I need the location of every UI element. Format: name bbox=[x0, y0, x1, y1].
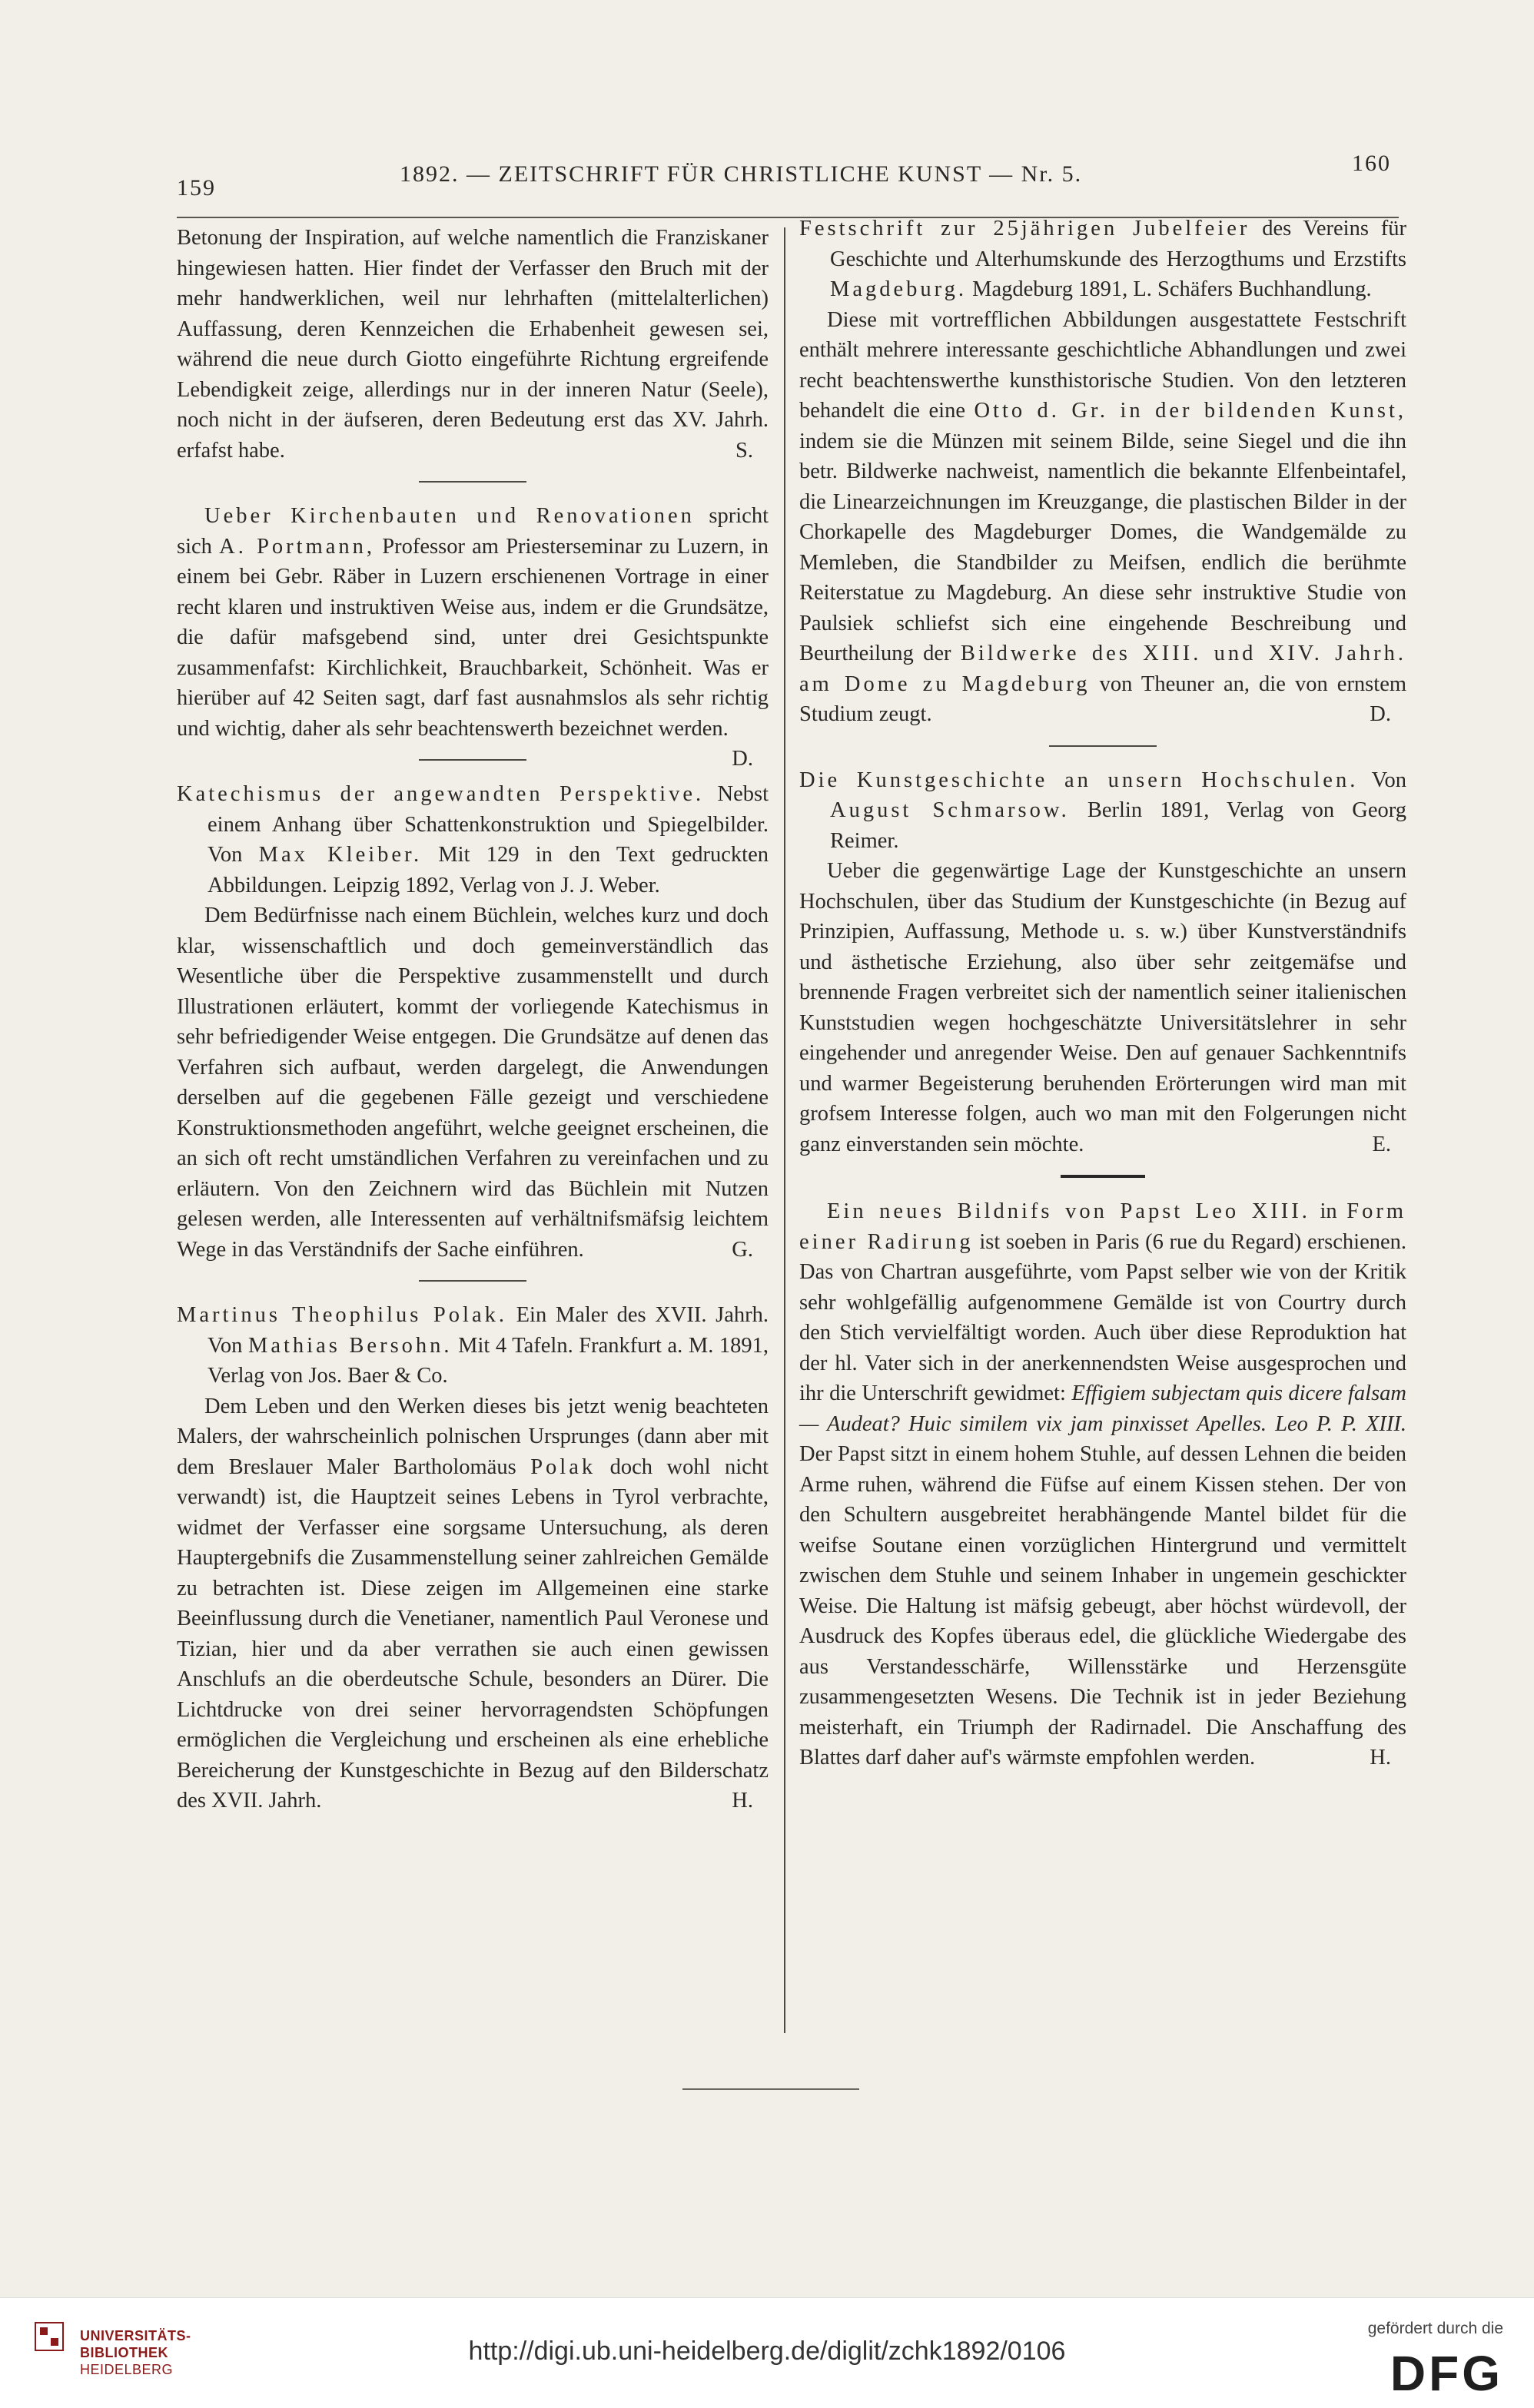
reviewer-initial: G. bbox=[732, 1237, 753, 1262]
latin-inscription: Effigiem subjectam quis dicere falsam — Audeat? Huic similem vix jam pinxisset Apelles. Leo P. P. XIII. bbox=[799, 1381, 1406, 1436]
permalink[interactable]: http://digi.ub.uni-heidelberg.de/diglit/zchk1892/0106 bbox=[468, 2337, 1066, 2366]
review-text: Diese mit vortrefflichen Abbildungen ausgestattete Festschrift enthält mehrere interessante geschichtliche Abhandlungen und zwei recht beachtenswerthe kunsthistorische Studien. Von den letzteren behandelt die eine Otto d. Gr. in der bildenden Kunst, indem sie die Münzen mit seinem Bilde, seine Siegel und die ihn betr. Bildwerke nachweist, namentlich die bekannte Elfenbeintafel, die Linearzeichnungen im Kreuzgange, die plastischen Bilder in der Chorkapelle des Magdeburger Domes, die Wandgemälde zu Memleben, die Standbilder zu Meifsen, endlich die berühmte Reiterstatue zu Magdeburg. An diese sehr instruktive Studie von Paulsiek schliefst sich eine eingehende Beschreibung und Beurtheilung der Bildwerke des XIII. und XIV. Jahrh. am Dome zu Magdeburg von Theuner an, die von ernstem Studium zeugt. D. bbox=[799, 305, 1406, 730]
bibliographic-heading: Festschrift zur 25jährigen Jubelfeier des Vereins für Geschichte und Alterhumskunde des Herzogthums und Erzstifts Magdeburg. Magdeburg 1891, L. Schäfers Buchhandlung. bbox=[799, 217, 1406, 301]
page-number-left: 159 bbox=[177, 175, 216, 201]
entry-title: Festschrift zur 25jährigen Jubelfeier bbox=[799, 217, 1250, 240]
reviewer-initial: H. bbox=[1370, 1746, 1391, 1770]
review-entry bbox=[177, 1300, 769, 1816]
running-header bbox=[177, 138, 1391, 201]
bibliographic-heading: Die Kunstgeschichte an unsern Hochschulen. Von August Schmarsow. Berlin 1891, Verlag von Georg Reimer. bbox=[799, 768, 1406, 853]
bibliographic-heading: Katechismus der angewandten Perspektive. Nebst einem Anhang über Schattenkonstruktion und Spiegelbilder. Von Max Kleiber. Mit 129 in den Text gedruckten Abbildungen. Leipzig 1892, Verlag von J. J. Weber. bbox=[177, 782, 769, 897]
review-text: Ueber die gegenwärtige Lage der Kunstgeschichte an unsern Hochschulen, über das Studium der Kunstgeschichte (in Bezug auf Prinzipien, Auffassung, Methode u. s. w.) über Kunstverständnifs und ästhetische Erziehung, also über sehr zeitgemäfse und brennende Fragen verbreitet sich der namentlich seiner italienischen Kunststudien wegen hochgeschätzte Universitätslehrer in sehr eingehender und anregender Weise. Den auf genauer Sachkenntnifs und warmer Begeisterung beruhenden Erörterungen wird man mit grofsem Interesse folgen, auch wo man mit den Folgerungen nicht ganz einverstanden sein möchte. E. bbox=[799, 856, 1406, 1159]
artist-name: Polak bbox=[530, 1454, 596, 1479]
dfg-logo[interactable]: DFG bbox=[1390, 2346, 1503, 2401]
review-entry bbox=[177, 501, 769, 771]
review-text: Ein neues Bildnifs von Papst Leo XIII. in Form einer Radirung ist soeben in Paris (6 rue du Regard) erschienen. Das von Chartran ausgeführte, vom Papst selber wie von der Kritik sehr wohlgefällig aufgenommene Gemälde ist von Courtry durch den Stich vervielfältigt worden. Auch über diese Reproduktion hat der hl. Vater sich in der anerkennendsten Weise ausgesprochen und ihr die Unterschrift gewidmet: Effigiem subjectam quis dicere falsam — Audeat? Huic similem vix jam pinxisset Apelles. Leo P. P. XIII. Der Papst sitzt in einem hohem Stuhle, auf dessen Lehnen die beiden Arme ruhen, während die Füfse auf einem Kissen stehen. Der von den Schultern ausgebreitet herabhängende Mantel bildet für die weifse Soutane einen vorzüglichen Hintergrund und vermittelt zwischen dem Stuhle und seinem Inhaber in ungemein geschickter Weise. Die Haltung ist mäfsig gebeugt, aber höchst würdevoll, der Ausdruck des Kopfes überaus edel, die glückliche Wiedergabe des aus Verstandesschärfe, Willensstärke und Herzensgüte zusammengesetzten Wesens. Die Technik ist in jeder Beziehung meisterhaft, ein Triumph der Radirnadel. Die Anschaffung des Blattes darf daher auf's wärmste empfohlen werden. H. bbox=[799, 1196, 1406, 1773]
study-title: Bildwerke des XIII. und XIV. Jahrh. am Dome zu Magdeburg bbox=[799, 642, 1406, 696]
review-entry bbox=[799, 765, 1406, 1160]
funding-caption: gefördert durch die bbox=[1367, 2320, 1503, 2337]
entry-title: Ein neues Bildnifs von Papst Leo XIII. bbox=[827, 1199, 1310, 1223]
review-entry bbox=[177, 779, 769, 1265]
reviewer-initial: H. bbox=[732, 1789, 753, 1813]
reviewer-initial: S. bbox=[735, 438, 753, 463]
bibliographic-heading: Martinus Theophilus Polak. Ein Maler des XVII. Jahrh. Von Mathias Bersohn. Mit 4 Tafeln. Frankfurt a. M. 1891, Verlag von Jos. Baer & Co. bbox=[177, 1303, 769, 1388]
closing-rule bbox=[682, 2088, 859, 2090]
section-rule bbox=[1061, 1175, 1145, 1178]
entry-title: Die Kunstgeschichte an unsern Hochschulen. bbox=[799, 768, 1359, 792]
entry-title: Katechismus der angewandten Perspektive. bbox=[177, 782, 705, 806]
column-divider bbox=[784, 227, 785, 2033]
reviewer-initial: D. bbox=[1370, 702, 1391, 726]
review-text: Betonung der Inspiration, auf welche namentlich die Franziskaner hingewiesen hatten. Hier findet der Verfasser den Bruch mit der mehr handwerklichen, weil nur lehrhaften (mittelalterlichen) Auffassung, deren Kennzeichen die Erhabenheit gewesen sei, während die neue durch Giotto eingeführte Richtung ergreifende Lebendigkeit zeige, allerdings nur in der inneren Natur (Seele), noch nicht in der äufseren, deren Bedeutung erst das XV. Jahrh. erfafst habe. S. bbox=[177, 223, 769, 466]
author-name: A. Portmann, bbox=[219, 534, 376, 559]
section-rule bbox=[419, 1280, 526, 1282]
left-column bbox=[177, 223, 769, 1832]
author-name: Mathias Bersohn. bbox=[248, 1333, 453, 1358]
entry-subtitle: Form einer Radirung bbox=[799, 1199, 1406, 1254]
digitization-footer bbox=[0, 2297, 1534, 2408]
review-text: Ueber Kirchenbauten und Renovationen spricht sich A. Portmann, Professor am Priesterseminar zu Luzern, in einem bei Gebr. Räber in Luzern erschienenen Vortrage in einer recht klaren und instruktiven Weise aus, indem er die Grundsätze, die dafür mafsgebend sind, unter drei Gesichtspunkte zusammenfafst: Kirchlichkeit, Brauchbarkeit, Schönheit. Was er hierüber auf 42 Seiten sagt, darf fast ausnahmslos als sehr richtig und wichtig, daher als sehr beachtenswerth bezeichnet werden. D. bbox=[177, 501, 769, 744]
section-rule bbox=[419, 759, 526, 761]
review-entry bbox=[799, 214, 1406, 730]
right-column bbox=[799, 214, 1406, 1789]
page-number-right: 160 bbox=[1352, 151, 1391, 176]
entry-title: Martinus Theophilus Polak. bbox=[177, 1303, 507, 1327]
review-text: Dem Leben und den Werken dieses bis jetzt wenig beachteten Malers, der wahrscheinlich polnischen Ursprunges (dann aber mit dem Breslauer Maler Bartholomäus Polak doch wohl nicht verwandt) ist, die Hauptzeit seines Lebens in Tyrol verbrachte, widmet der Verfasser eine sorgsame Untersuchung, als deren Hauptergebnifs die Zusammenstellung seiner zahlreichen Gemälde zu betrachten ist. Diese zeigen im Allgemeinen eine starke Beeinflussung durch die Venetianer, namentlich Paul Veronese und Tizian, hier und da aber verrathen sie auch einen gewissen Anschlufs an die oberdeutsche Schule, besonders an Dürer. Die Lichtdrucke von drei seiner hervorragendsten Schöpfungen ermöglichen die Vergleichung und erscheinen als eine erhebliche Bereicherung der Kunstgeschichte in Bezug auf den Bilderschatz des XVII. Jahrh. H. bbox=[177, 1391, 769, 1816]
author-name: August Schmarsow. bbox=[830, 798, 1070, 822]
review-entry bbox=[799, 1196, 1406, 1773]
section-rule bbox=[419, 481, 526, 483]
library-name-line: HEIDELBERG bbox=[80, 2362, 174, 2377]
study-title: Otto d. Gr. in der bildenden Kunst, bbox=[974, 399, 1406, 423]
library-name-line: UNIVERSITÄTS- bbox=[80, 2328, 191, 2343]
journal-title: 1892. — ZEITSCHRIFT FÜR CHRISTLICHE KUNST — Nr. 5. bbox=[400, 161, 1083, 187]
reviewer-initial: E. bbox=[1372, 1132, 1391, 1156]
reviewer-initial: D. bbox=[732, 747, 753, 771]
review-entry bbox=[177, 223, 769, 466]
place-name: Magdeburg. bbox=[830, 277, 967, 301]
entry-title: Ueber Kirchenbauten und Renovationen bbox=[204, 504, 695, 528]
library-name-line: BIBLIOTHEK bbox=[80, 2345, 168, 2360]
section-rule bbox=[1049, 745, 1157, 747]
author-name: Max Kleiber. bbox=[258, 843, 423, 867]
review-text: Dem Bedürfnisse nach einem Büchlein, welches kurz und doch klar, wissenschaftlich und doch gemeinverständlich das Wesentliche über die Perspektive zusammenstellt und durch Illustrationen erläutert, kommt der vorliegende Katechismus in sehr befriedigender Weise entgegen. Die Grundsätze auf denen das Verfahren sich aufbaut, werden dargelegt, die Anwendungen derselben auf die gegebenen Fälle gezeigt und verschiedene Konstruktionsmethoden angeführt, welche geeignet erscheinen, die an sich oft recht umständlichen Verfahren zu vereinfachen und zu erläutern. Von den Zeichnern wird das Büchlein mit Nutzen gelesen werden, alle Interessenten auf verhältnifsmäfsig leichtem Wege in das Verständnifs der Sache einführen. G. bbox=[177, 901, 769, 1265]
